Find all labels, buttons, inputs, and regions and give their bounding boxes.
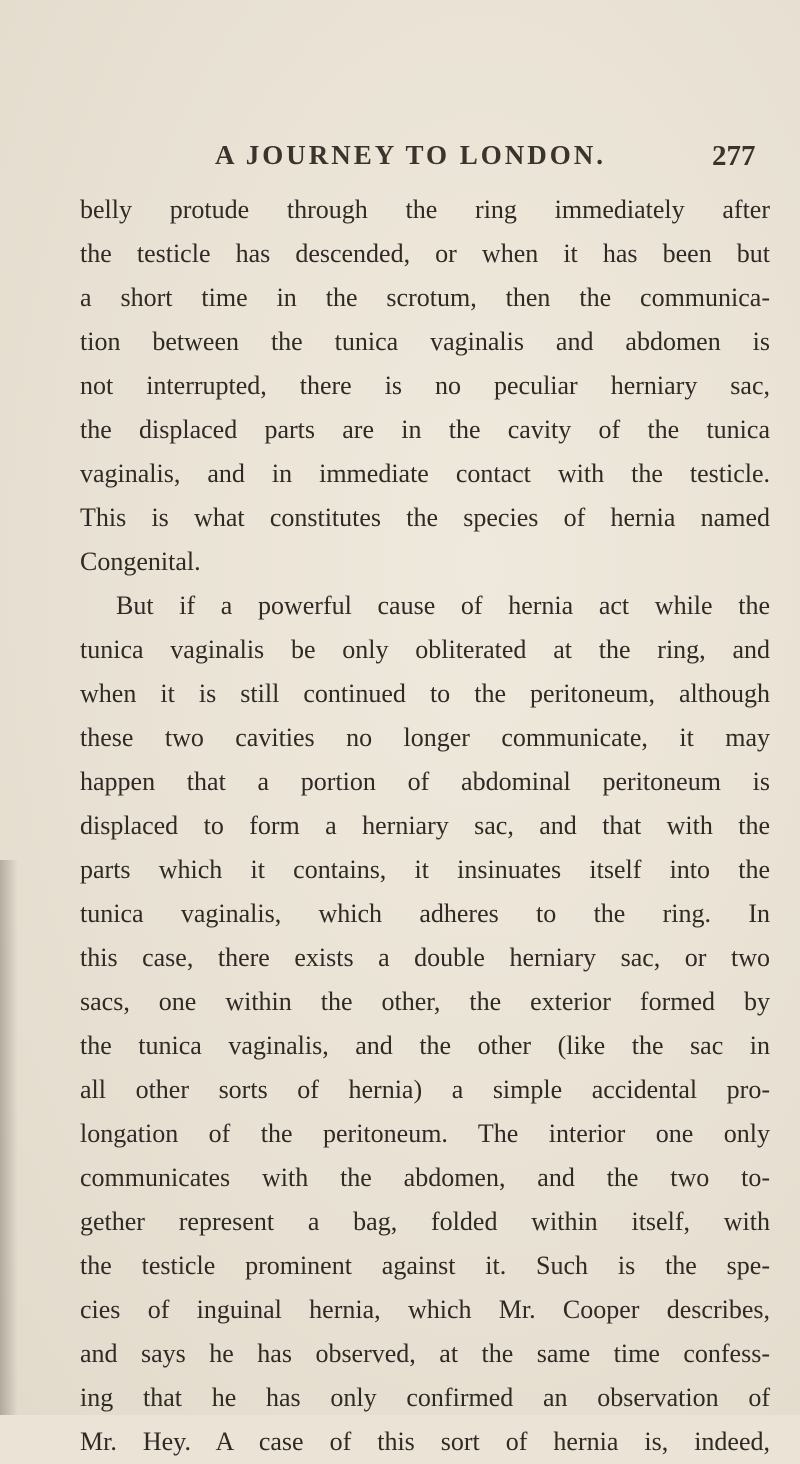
text-line: belly protude through the ring immediately after <box>80 195 770 224</box>
text-line: tunica vaginalis, which adheres to the ring. In <box>80 899 770 928</box>
text-line: the displaced parts are in the cavity of the tunica <box>80 415 770 444</box>
text-line: and says he has observed, at the same time confess- <box>80 1339 770 1368</box>
text-line: the testicle prominent against it. Such is the spe- <box>80 1251 770 1280</box>
running-title: A JOURNEY TO LONDON. <box>215 140 607 170</box>
text-line: a short time in the scrotum, then the communica- <box>80 283 770 312</box>
text-line: the tunica vaginalis, and the other (like the sac in <box>80 1031 770 1060</box>
text-line: parts which it contains, it insinuates itself into the <box>80 855 770 884</box>
body-text <box>80 188 770 1464</box>
text-line: ing that he has only confirmed an observation of <box>80 1383 770 1412</box>
page-gutter-shadow <box>0 860 18 1415</box>
text-line: This is what constitutes the species of hernia named <box>80 503 770 532</box>
text-line: gether represent a bag, folded within itself, with <box>80 1207 770 1236</box>
text-line: sacs, one within the other, the exterior formed by <box>80 987 770 1016</box>
text-line: these two cavities no longer communicate, it may <box>80 723 770 752</box>
running-header <box>0 140 800 180</box>
text-line-paragraph-start: But if a powerful cause of hernia act while the <box>116 591 770 620</box>
text-line: longation of the peritoneum. The interior one only <box>80 1119 770 1148</box>
text-line: all other sorts of hernia) a simple accidental pro- <box>80 1075 770 1104</box>
text-line: happen that a portion of abdominal peritoneum is <box>80 767 770 796</box>
text-line-paragraph-end: Congenital. <box>80 547 201 576</box>
text-line: the testicle has descended, or when it has been but <box>80 239 770 268</box>
text-line: vaginalis, and in immediate contact with the testicle. <box>80 459 770 488</box>
text-line: cies of inguinal hernia, which Mr. Cooper describes, <box>80 1295 770 1324</box>
text-line: when it is still continued to the peritoneum, although <box>80 679 770 708</box>
text-line: tion between the tunica vaginalis and abdomen is <box>80 327 770 356</box>
text-line: this case, there exists a double herniary sac, or two <box>80 943 770 972</box>
text-line: Mr. Hey. A case of this sort of hernia is, indeed, <box>80 1427 770 1456</box>
text-line: displaced to form a herniary sac, and that with the <box>80 811 770 840</box>
page-number: 277 <box>712 140 756 172</box>
text-line: communicates with the abdomen, and the two to- <box>80 1163 770 1192</box>
text-line: not interrupted, there is no peculiar herniary sac, <box>80 371 770 400</box>
text-line: tunica vaginalis be only obliterated at the ring, and <box>80 635 770 664</box>
